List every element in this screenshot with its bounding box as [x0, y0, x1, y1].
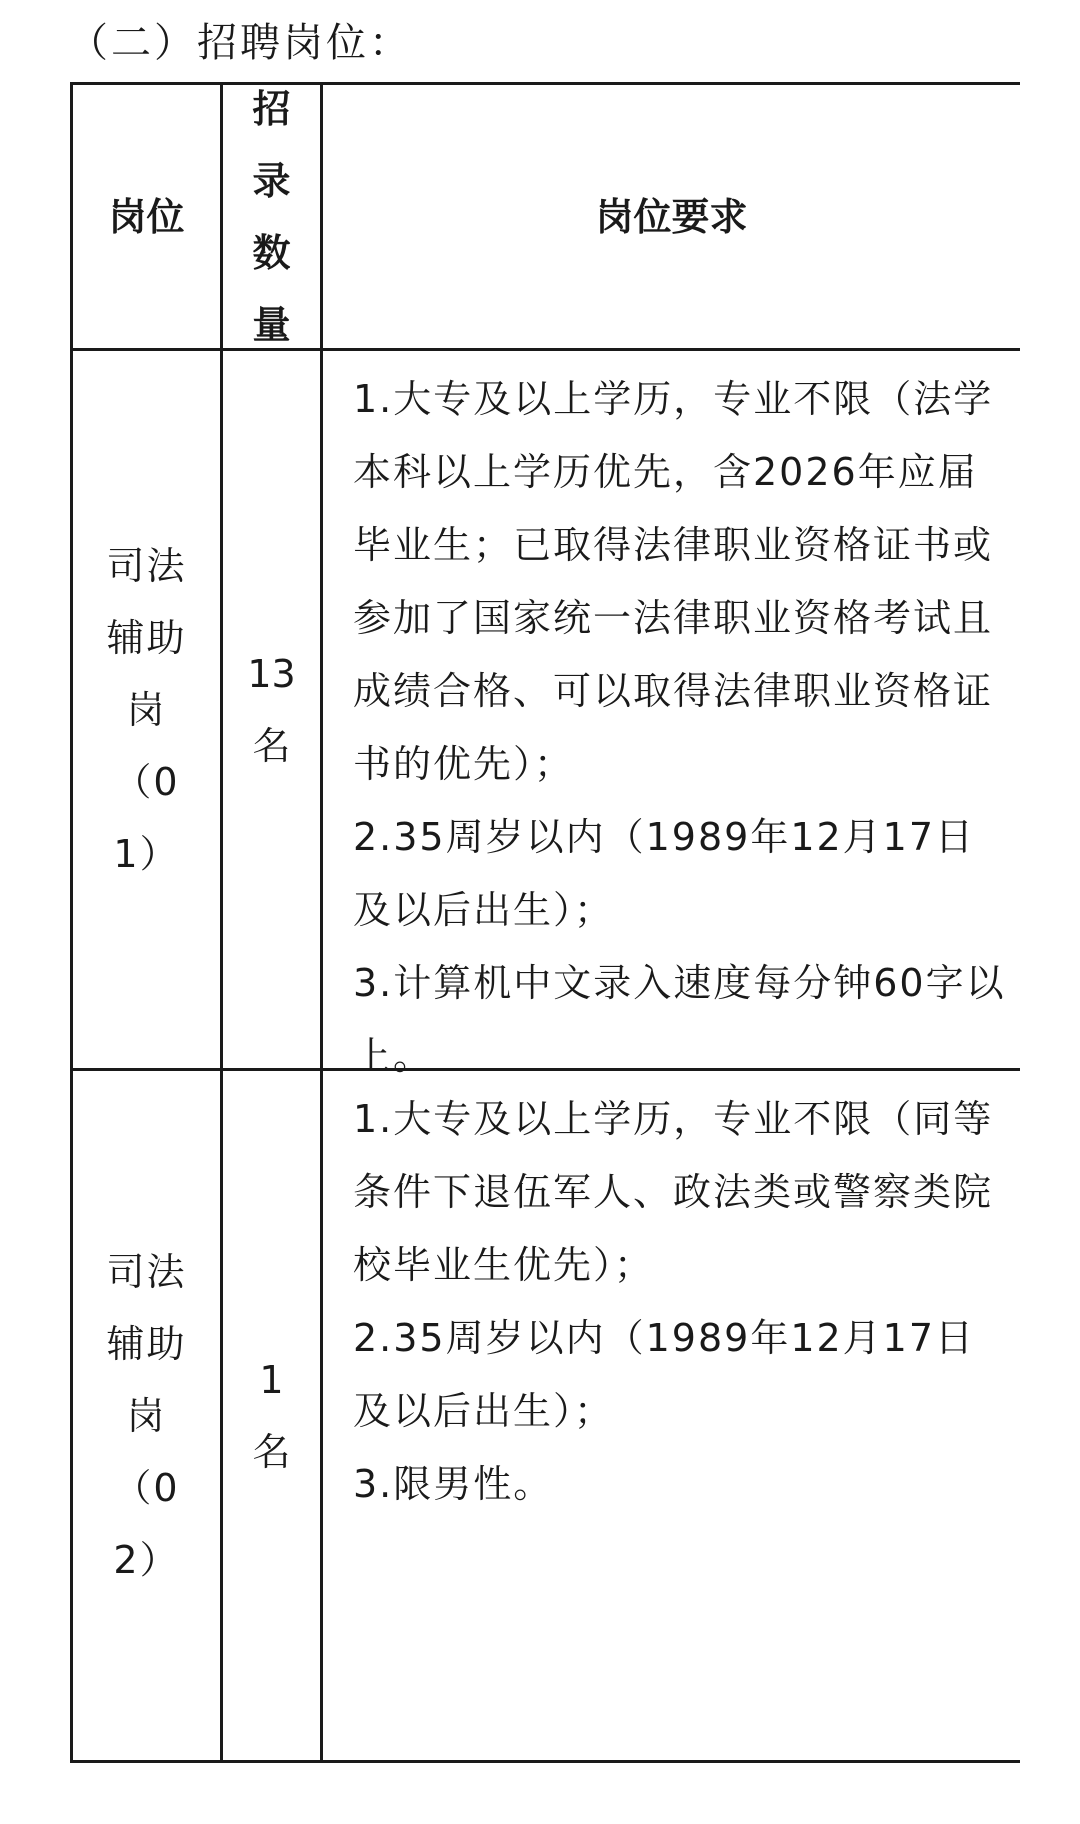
header-requirements: 岗位要求 [595, 194, 748, 239]
header-count-char: 量 [252, 302, 291, 347]
header-count-char: 录 [252, 158, 291, 203]
row2-count-cell [223, 1071, 320, 1760]
row1-position: 司法辅助岗（01） [106, 543, 187, 876]
recruitment-table [70, 82, 1020, 1762]
header-count-stack [252, 73, 290, 361]
row1-position-cell [73, 351, 220, 1068]
requirement-item: 1.大专及以上学历，专业不限（同等条件下退伍军人、政法类或警察类院校毕业生优先）； [353, 1097, 994, 1287]
row1-requirements-cell [323, 351, 1020, 1078]
requirement-item: 3.限男性。 [353, 1462, 554, 1506]
requirement-item: 2.35周岁以内（1989年12月17日及以后出生）； [353, 815, 976, 932]
row2-requirements [353, 1083, 1006, 1521]
row1-requirements [353, 363, 1006, 1093]
row2-position-cell [73, 1071, 220, 1760]
row1-count-cell [223, 351, 320, 1068]
requirement-item: 2.35周岁以内（1989年12月17日及以后出生）； [353, 1316, 976, 1433]
row1-count: 13名 [247, 651, 296, 768]
table-border-bottom [70, 1760, 1020, 1763]
row2-count: 1名 [252, 1357, 291, 1474]
header-position: 岗位 [108, 194, 185, 239]
requirement-item: 1.大专及以上学历，专业不限（法学本科以上学历优先，含2026年应届毕业生；已取得法律职业资格证书或参加了国家统一法律职业资格考试且成绩合格、可以取得法律职业资格证书的优先）； [353, 377, 994, 786]
requirement-item: 3.计算机中文录入速度每分钟60字以上。 [353, 961, 1006, 1078]
row2-position: 司法辅助岗（02） [106, 1249, 187, 1582]
header-count-char: 数 [252, 230, 291, 275]
header-count [223, 85, 320, 348]
header-count-char: 招 [252, 86, 291, 131]
row2-requirements-cell [323, 1071, 1020, 1760]
section-title: （二）招聘岗位： [68, 20, 412, 66]
